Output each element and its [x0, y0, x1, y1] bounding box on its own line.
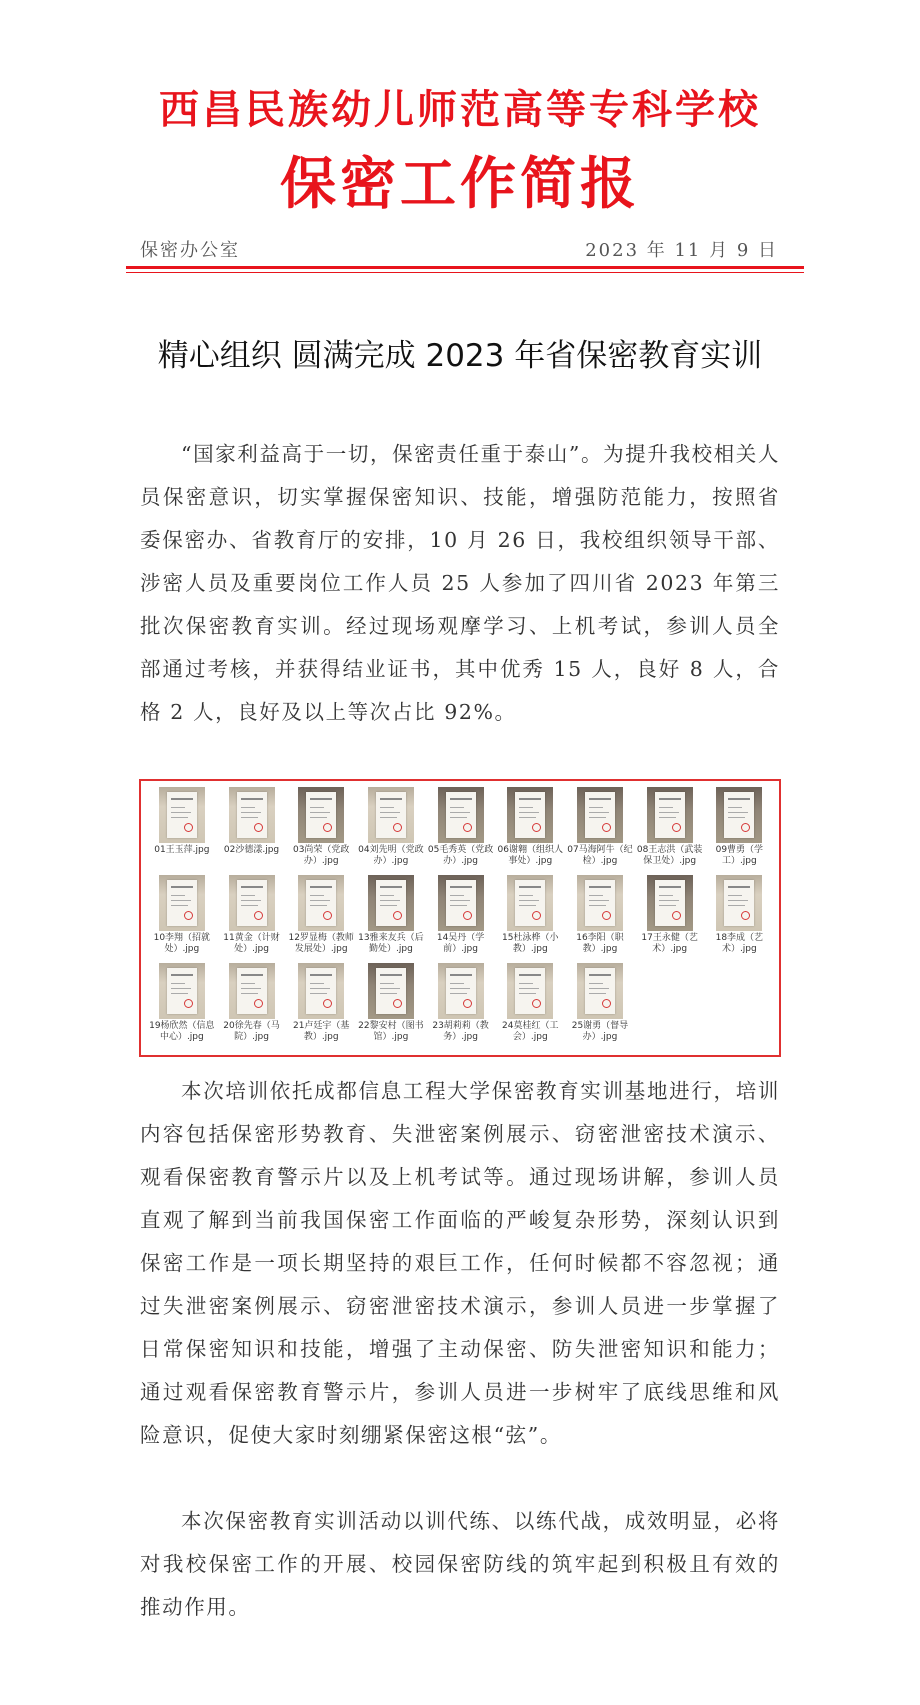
certificate-filename: 25谢勇（督导办）.jpg	[571, 1021, 629, 1042]
certificate-thumbnail[interactable]	[495, 787, 565, 875]
seal-icon	[323, 823, 332, 832]
certificate-thumbnail[interactable]	[495, 875, 565, 963]
certificate-title-line	[728, 798, 750, 800]
certificate-text-line	[589, 895, 603, 896]
certificate-title-line	[241, 886, 263, 888]
certificate-image	[438, 875, 484, 931]
certificate-image	[298, 963, 344, 1019]
certificate-thumbnail[interactable]	[635, 875, 705, 963]
certificate-title-line	[589, 886, 611, 888]
certificate-text-line	[450, 905, 467, 906]
certificate-text-line	[241, 983, 255, 984]
seal-icon	[393, 823, 402, 832]
certificate-filename: 23胡莉莉（教务）.jpg	[432, 1021, 489, 1042]
certificate-text-line	[589, 817, 606, 818]
certificate-text-line	[659, 817, 676, 818]
certificate-text-line	[659, 895, 673, 896]
certificate-sheet	[585, 880, 615, 926]
certificate-sheet	[306, 880, 336, 926]
certificate-sheet	[167, 880, 197, 926]
certificate-filename: 15杜泳桦（小教）.jpg	[502, 933, 559, 954]
certificate-sheet	[515, 792, 545, 838]
seal-icon	[393, 999, 402, 1008]
school-name: 西昌民族幼儿师范高等专科学校	[159, 86, 761, 133]
certificate-title-line	[519, 974, 541, 976]
certificate-title-line	[380, 798, 402, 800]
certificate-text-line	[310, 988, 330, 989]
header-rule-thin	[126, 272, 804, 273]
certificate-grid	[147, 787, 775, 1051]
certificate-title-line	[310, 886, 332, 888]
seal-icon	[672, 911, 681, 920]
seal-icon	[672, 823, 681, 832]
certificate-sheet	[376, 880, 406, 926]
seal-icon	[254, 911, 263, 920]
certificate-image	[507, 875, 553, 931]
certificate-sheet	[446, 968, 476, 1014]
certificate-image	[507, 787, 553, 843]
seal-icon	[741, 823, 750, 832]
certificate-filename: 09曹勇（学工）.jpg	[715, 845, 764, 866]
certificate-filename: 24莫桂红（工会）.jpg	[502, 1021, 559, 1042]
certificate-filename: 11黄金（计财处）.jpg	[223, 933, 280, 954]
certificate-filename: 16李阳（职教）.jpg	[576, 933, 624, 954]
certificate-text-line	[589, 812, 609, 813]
certificate-filename: 12罗显梅（教师发展处）.jpg	[288, 933, 354, 954]
certificate-text-line	[171, 895, 185, 896]
certificate-text-line	[450, 993, 467, 994]
certificate-title-line	[450, 886, 472, 888]
certificate-title-line	[310, 974, 332, 976]
seal-icon	[463, 911, 472, 920]
certificate-sheet	[167, 792, 197, 838]
certificate-thumbnail[interactable]	[495, 963, 565, 1051]
certificate-image	[368, 875, 414, 931]
certificate-text-line	[380, 993, 397, 994]
certificate-text-line	[589, 983, 603, 984]
certificate-text-line	[241, 900, 261, 901]
certificate-text-line	[659, 807, 673, 808]
certificate-title-line	[241, 974, 263, 976]
issuing-office: 保密办公室	[140, 240, 240, 261]
certificate-image	[298, 787, 344, 843]
certificate-image	[159, 787, 205, 843]
certificate-title-line	[171, 974, 193, 976]
certificate-filename: 10李翔（招就处）.jpg	[153, 933, 211, 954]
certificate-sheet	[724, 880, 754, 926]
certificate-thumbnail[interactable]	[286, 875, 356, 963]
seal-icon	[602, 999, 611, 1008]
certificate-filename: 22黎安村（图书馆）.jpg	[358, 1021, 424, 1042]
certificate-sheet	[376, 792, 406, 838]
certificate-text-line	[380, 900, 400, 901]
certificate-thumbnail[interactable]	[147, 787, 217, 875]
certificate-text-line	[241, 905, 258, 906]
certificate-text-line	[519, 900, 539, 901]
certificate-text-line	[728, 817, 745, 818]
certificate-thumbnail[interactable]	[217, 963, 287, 1051]
certificate-sheet	[306, 968, 336, 1014]
certificate-text-line	[659, 900, 679, 901]
certificate-image	[229, 875, 275, 931]
certificate-text-line	[171, 817, 188, 818]
certificate-image	[647, 875, 693, 931]
certificate-image	[159, 963, 205, 1019]
article-paragraph-2: 本次培训依托成都信息工程大学保密教育实训基地进行，培训内容包括保密形势教育、失泄密案例展示、窃密泄密技术演示、观看保密教育警示片以及上机考试等。通过现场讲解，参训人员直观了解到当前我国保密工作面临的严峻复杂形势，深刻认识到保密工作是一项长期坚持的艰巨工作，任何时候都不容忽视；通过失泄密案例展示、窃密泄密技术演示，参训人员进一步掌握了日常保密知识和技能，增强了主动保密、防失泄密知识和能力；通过观看保密教育警示片，参训人员进一步树牢了底线思维和风险意识，促使大家时刻绷紧保密这根“弦”。	[140, 1079, 780, 1447]
certificate-text-line	[519, 993, 536, 994]
certificate-title-line	[171, 798, 193, 800]
certificate-title-line	[450, 798, 472, 800]
certificate-text-line	[310, 905, 327, 906]
certificate-image	[229, 963, 275, 1019]
certificate-text-line	[171, 812, 191, 813]
certificate-thumbnail[interactable]	[356, 875, 426, 963]
article-paragraph-3: 本次保密教育实训活动以训代练、以练代战，成效明显，必将对我校保密工作的开展、校园保密防线的筑牢起到积极且有效的推动作用。	[140, 1509, 780, 1619]
certificate-sheet	[237, 792, 267, 838]
bulletin-title: 保密工作简报	[280, 151, 640, 217]
header-rule-thick	[126, 266, 804, 269]
certificate-sheet	[167, 968, 197, 1014]
seal-icon	[184, 999, 193, 1008]
certificate-sheet	[724, 792, 754, 838]
certificate-filename: 01王玉萍.jpg	[154, 845, 210, 855]
certificate-thumbnail[interactable]	[356, 787, 426, 875]
certificate-thumbnail[interactable]	[426, 963, 496, 1051]
certificate-thumbnail[interactable]	[705, 787, 775, 875]
certificate-title-line	[519, 798, 541, 800]
certificate-text-line	[310, 895, 324, 896]
certificate-text-line	[589, 900, 609, 901]
certificate-image	[716, 787, 762, 843]
certificate-text-line	[519, 895, 533, 896]
certificate-image	[507, 963, 553, 1019]
certificate-filename: 05毛秀英（党政办）.jpg	[427, 845, 494, 866]
certificate-text-line	[450, 817, 467, 818]
seal-icon	[254, 823, 263, 832]
certificate-filename: 03尚荣（党政办）.jpg	[292, 845, 350, 866]
certificate-image	[716, 875, 762, 931]
certificate-filename: 19杨欣然（信息中心）.jpg	[149, 1021, 215, 1042]
certificate-image	[577, 963, 623, 1019]
certificate-text-line	[241, 895, 255, 896]
certificate-thumbnail[interactable]	[147, 875, 217, 963]
certificate-sheet	[585, 792, 615, 838]
certificate-filename: 20徐先春（马院）.jpg	[223, 1021, 280, 1042]
certificate-text-line	[728, 895, 742, 896]
certificate-text-line	[310, 817, 327, 818]
seal-icon	[254, 999, 263, 1008]
certificate-filename: 04刘先明（党政办）.jpg	[358, 845, 424, 866]
certificate-text-line	[241, 993, 258, 994]
certificate-thumbnail[interactable]	[565, 787, 635, 875]
certificate-thumbnail[interactable]	[705, 875, 775, 963]
seal-icon	[184, 823, 193, 832]
certificate-title-line	[589, 974, 611, 976]
certificate-thumbnail[interactable]	[356, 963, 426, 1051]
certificate-filename: 02沙德漾.jpg	[223, 845, 280, 855]
certificate-title-line	[380, 886, 402, 888]
certificate-text-line	[728, 905, 745, 906]
certificate-title-line	[380, 974, 402, 976]
certificate-filename: 14吴丹（学前）.jpg	[436, 933, 485, 954]
certificate-title-line	[310, 798, 332, 800]
certificate-sheet	[237, 968, 267, 1014]
certificate-text-line	[519, 905, 536, 906]
certificate-text-line	[171, 900, 191, 901]
certificate-thumbnail[interactable]	[147, 963, 217, 1051]
certificate-text-line	[241, 812, 261, 813]
certificate-text-line	[171, 988, 191, 989]
seal-icon	[323, 911, 332, 920]
certificate-text-line	[589, 905, 606, 906]
certificate-sheet	[515, 880, 545, 926]
certificate-sheet	[237, 880, 267, 926]
seal-icon	[602, 823, 611, 832]
certificate-title-line	[241, 798, 263, 800]
certificate-text-line	[380, 812, 400, 813]
seal-icon	[463, 999, 472, 1008]
certificate-thumbnail[interactable]	[426, 875, 496, 963]
seal-icon	[184, 911, 193, 920]
certificate-image	[229, 787, 275, 843]
certificate-title-line	[450, 974, 472, 976]
certificate-sheet	[515, 968, 545, 1014]
certificate-thumbnail[interactable]	[217, 875, 287, 963]
certificate-text-line	[380, 983, 394, 984]
certificate-sheet	[585, 968, 615, 1014]
certificate-text-line	[310, 983, 324, 984]
certificate-text-line	[519, 988, 539, 989]
certificate-title-line	[171, 886, 193, 888]
certificate-filename: 17王永健（艺术）.jpg	[641, 933, 698, 954]
certificate-text-line	[659, 812, 679, 813]
certificate-filename: 06谢翱（组织人事处）.jpg	[497, 845, 563, 866]
certificate-title-line	[589, 798, 611, 800]
certificate-text-line	[450, 807, 464, 808]
certificate-text-line	[310, 812, 330, 813]
certificate-thumbnail[interactable]	[426, 787, 496, 875]
certificate-text-line	[450, 983, 464, 984]
certificate-image	[298, 875, 344, 931]
certificate-text-line	[728, 807, 742, 808]
article-paragraph-1: “国家利益高于一切，保密责任重于泰山”。为提升我校相关人员保密意识，切实掌握保密知识、技能，增强防范能力，按照省委保密办、省教育厅的安排，10 月 26 日，我校组织领导干部、涉密人员及重要岗位工作人员 25 人参加了四川省 2023 年第三批次保密教育实训。经过现场观摩学习、上机考试，参训人员全部通过考核，并获得结业证书，其中优秀 15 人，良好 8 人，合格 2 人，良好及以上等次占比 92%。	[140, 442, 780, 724]
certificate-title-line	[659, 798, 681, 800]
seal-icon	[323, 999, 332, 1008]
certificate-image	[577, 787, 623, 843]
certificate-image	[368, 787, 414, 843]
seal-icon	[532, 999, 541, 1008]
certificate-photo-panel	[139, 779, 781, 1057]
certificate-sheet	[655, 792, 685, 838]
certificate-text-line	[171, 905, 188, 906]
certificate-text-line	[728, 812, 748, 813]
certificate-text-line	[171, 983, 185, 984]
seal-icon	[532, 911, 541, 920]
certificate-text-line	[519, 807, 533, 808]
certificate-image	[438, 787, 484, 843]
certificate-image	[159, 875, 205, 931]
certificate-text-line	[310, 900, 330, 901]
certificate-text-line	[171, 993, 188, 994]
certificate-text-line	[589, 807, 603, 808]
seal-icon	[532, 823, 541, 832]
certificate-title-line	[659, 886, 681, 888]
certificate-text-line	[380, 895, 394, 896]
certificate-text-line	[380, 988, 400, 989]
certificate-filename: 18李成（艺术）.jpg	[715, 933, 764, 954]
certificate-title-line	[519, 886, 541, 888]
certificate-image	[577, 875, 623, 931]
certificate-sheet	[306, 792, 336, 838]
certificate-title-line	[728, 886, 750, 888]
certificate-text-line	[450, 900, 470, 901]
certificate-filename: 07马海阿牛（纪检）.jpg	[567, 845, 633, 866]
certificate-filename: 08王志洪（武装保卫处）.jpg	[636, 845, 703, 866]
article-headline: 精心组织 圆满完成 2023 年省保密教育实训	[157, 338, 763, 374]
certificate-text-line	[659, 905, 676, 906]
certificate-sheet	[446, 792, 476, 838]
certificate-image	[368, 963, 414, 1019]
certificate-text-line	[241, 988, 261, 989]
certificate-sheet	[446, 880, 476, 926]
certificate-thumbnail[interactable]	[635, 787, 705, 875]
certificate-thumbnail[interactable]	[565, 963, 635, 1051]
certificate-text-line	[728, 900, 748, 901]
certificate-filename: 21卢廷宇（基教）.jpg	[292, 1021, 350, 1042]
certificate-text-line	[450, 988, 470, 989]
certificate-text-line	[519, 812, 539, 813]
certificate-text-line	[450, 895, 464, 896]
certificate-thumbnail[interactable]	[286, 963, 356, 1051]
certificate-text-line	[241, 817, 258, 818]
certificate-image	[438, 963, 484, 1019]
certificate-text-line	[519, 983, 533, 984]
certificate-sheet	[655, 880, 685, 926]
certificate-text-line	[241, 807, 255, 808]
seal-icon	[741, 911, 750, 920]
seal-icon	[602, 911, 611, 920]
certificate-image	[647, 787, 693, 843]
issue-date: 2023 年 11 月 9 日	[585, 240, 778, 261]
certificate-text-line	[589, 988, 609, 989]
seal-icon	[393, 911, 402, 920]
certificate-text-line	[380, 817, 397, 818]
certificate-text-line	[450, 812, 470, 813]
certificate-thumbnail[interactable]	[286, 787, 356, 875]
certificate-text-line	[589, 993, 606, 994]
certificate-text-line	[380, 905, 397, 906]
certificate-text-line	[171, 807, 185, 808]
seal-icon	[463, 823, 472, 832]
certificate-text-line	[310, 993, 327, 994]
certificate-thumbnail[interactable]	[565, 875, 635, 963]
certificate-thumbnail[interactable]	[217, 787, 287, 875]
certificate-sheet	[376, 968, 406, 1014]
certificate-text-line	[519, 817, 536, 818]
certificate-text-line	[310, 807, 324, 808]
certificate-text-line	[380, 807, 394, 808]
certificate-filename: 13雅来友兵（后勤处）.jpg	[358, 933, 424, 954]
